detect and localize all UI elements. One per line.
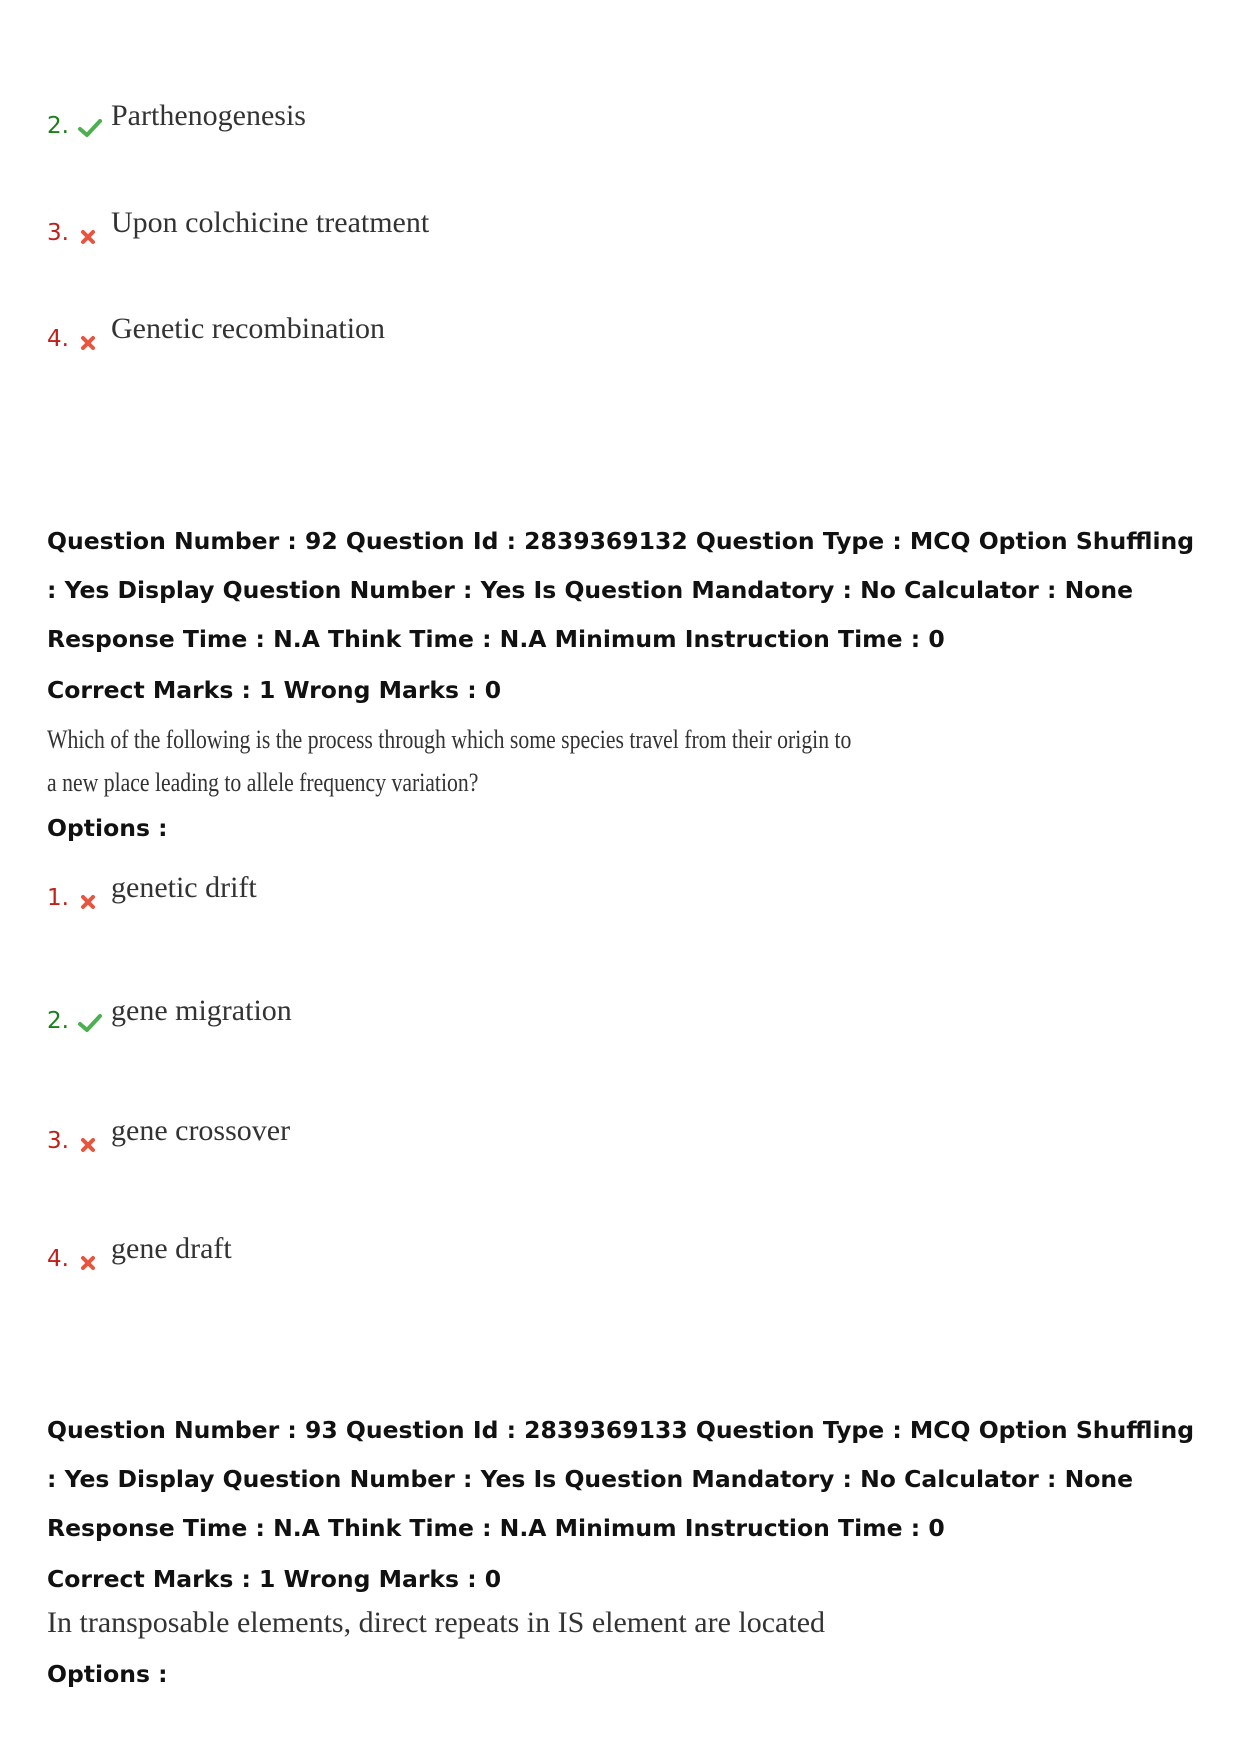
- cross-icon: [77, 224, 103, 246]
- option-text: gene migration: [111, 994, 292, 1027]
- option-item: [47, 994, 292, 1034]
- option-item: [47, 1114, 291, 1154]
- option-text: Upon colchicine treatment: [111, 206, 430, 239]
- question-text-line: Which of the following is the process through which some species travel from their origin to: [47, 724, 852, 754]
- check-icon: [77, 1012, 103, 1034]
- option-text: genetic drift: [111, 871, 257, 904]
- question-meta: Question Number : 92 Question Id : 2839369132 Question Type : MCQ Option Shuffling : Yes Display Question Number : Yes Is Question Mandatory : No Calculator : None Response Time : N.A Think Time : N.A Minimum Instruction Time : 0: [47, 527, 1195, 653]
- options-label: Options :: [47, 1660, 168, 1688]
- question-text: In transposable elements, direct repeats in IS element are located: [47, 1606, 826, 1639]
- option-number: 2.: [47, 113, 69, 139]
- question-text: [47, 718, 990, 804]
- option-text: Genetic recombination: [111, 312, 386, 345]
- option-item: [47, 312, 386, 352]
- option-number: 3.: [47, 1128, 69, 1154]
- question-marks: Correct Marks : 1 Wrong Marks : 0: [47, 676, 502, 704]
- option-item: [47, 206, 430, 246]
- option-number: 1.: [47, 885, 69, 911]
- option-item: [47, 871, 257, 911]
- options-label: Options :: [47, 814, 168, 842]
- question-marks: Correct Marks : 1 Wrong Marks : 0: [47, 1565, 502, 1593]
- option-number: 3.: [47, 220, 69, 246]
- cross-icon: [77, 330, 103, 352]
- option-text: gene draft: [111, 1232, 232, 1265]
- cross-icon: [77, 1132, 103, 1154]
- cross-icon: [77, 1250, 103, 1272]
- option-item: [47, 99, 306, 139]
- option-number: 2.: [47, 1008, 69, 1034]
- option-number: 4.: [47, 1246, 69, 1272]
- option-item: [47, 1232, 232, 1272]
- question-meta: Question Number : 93 Question Id : 2839369133 Question Type : MCQ Option Shuffling : Yes Display Question Number : Yes Is Question Mandatory : No Calculator : None Response Time : N.A Think Time : N.A Minimum Instruction Time : 0: [47, 1416, 1195, 1542]
- option-number: 4.: [47, 326, 69, 352]
- option-text: gene crossover: [111, 1114, 291, 1147]
- cross-icon: [77, 889, 103, 911]
- question-text-line: a new place leading to allele frequency variation?: [47, 767, 479, 797]
- option-text: Parthenogenesis: [111, 99, 306, 132]
- check-icon: [77, 117, 103, 139]
